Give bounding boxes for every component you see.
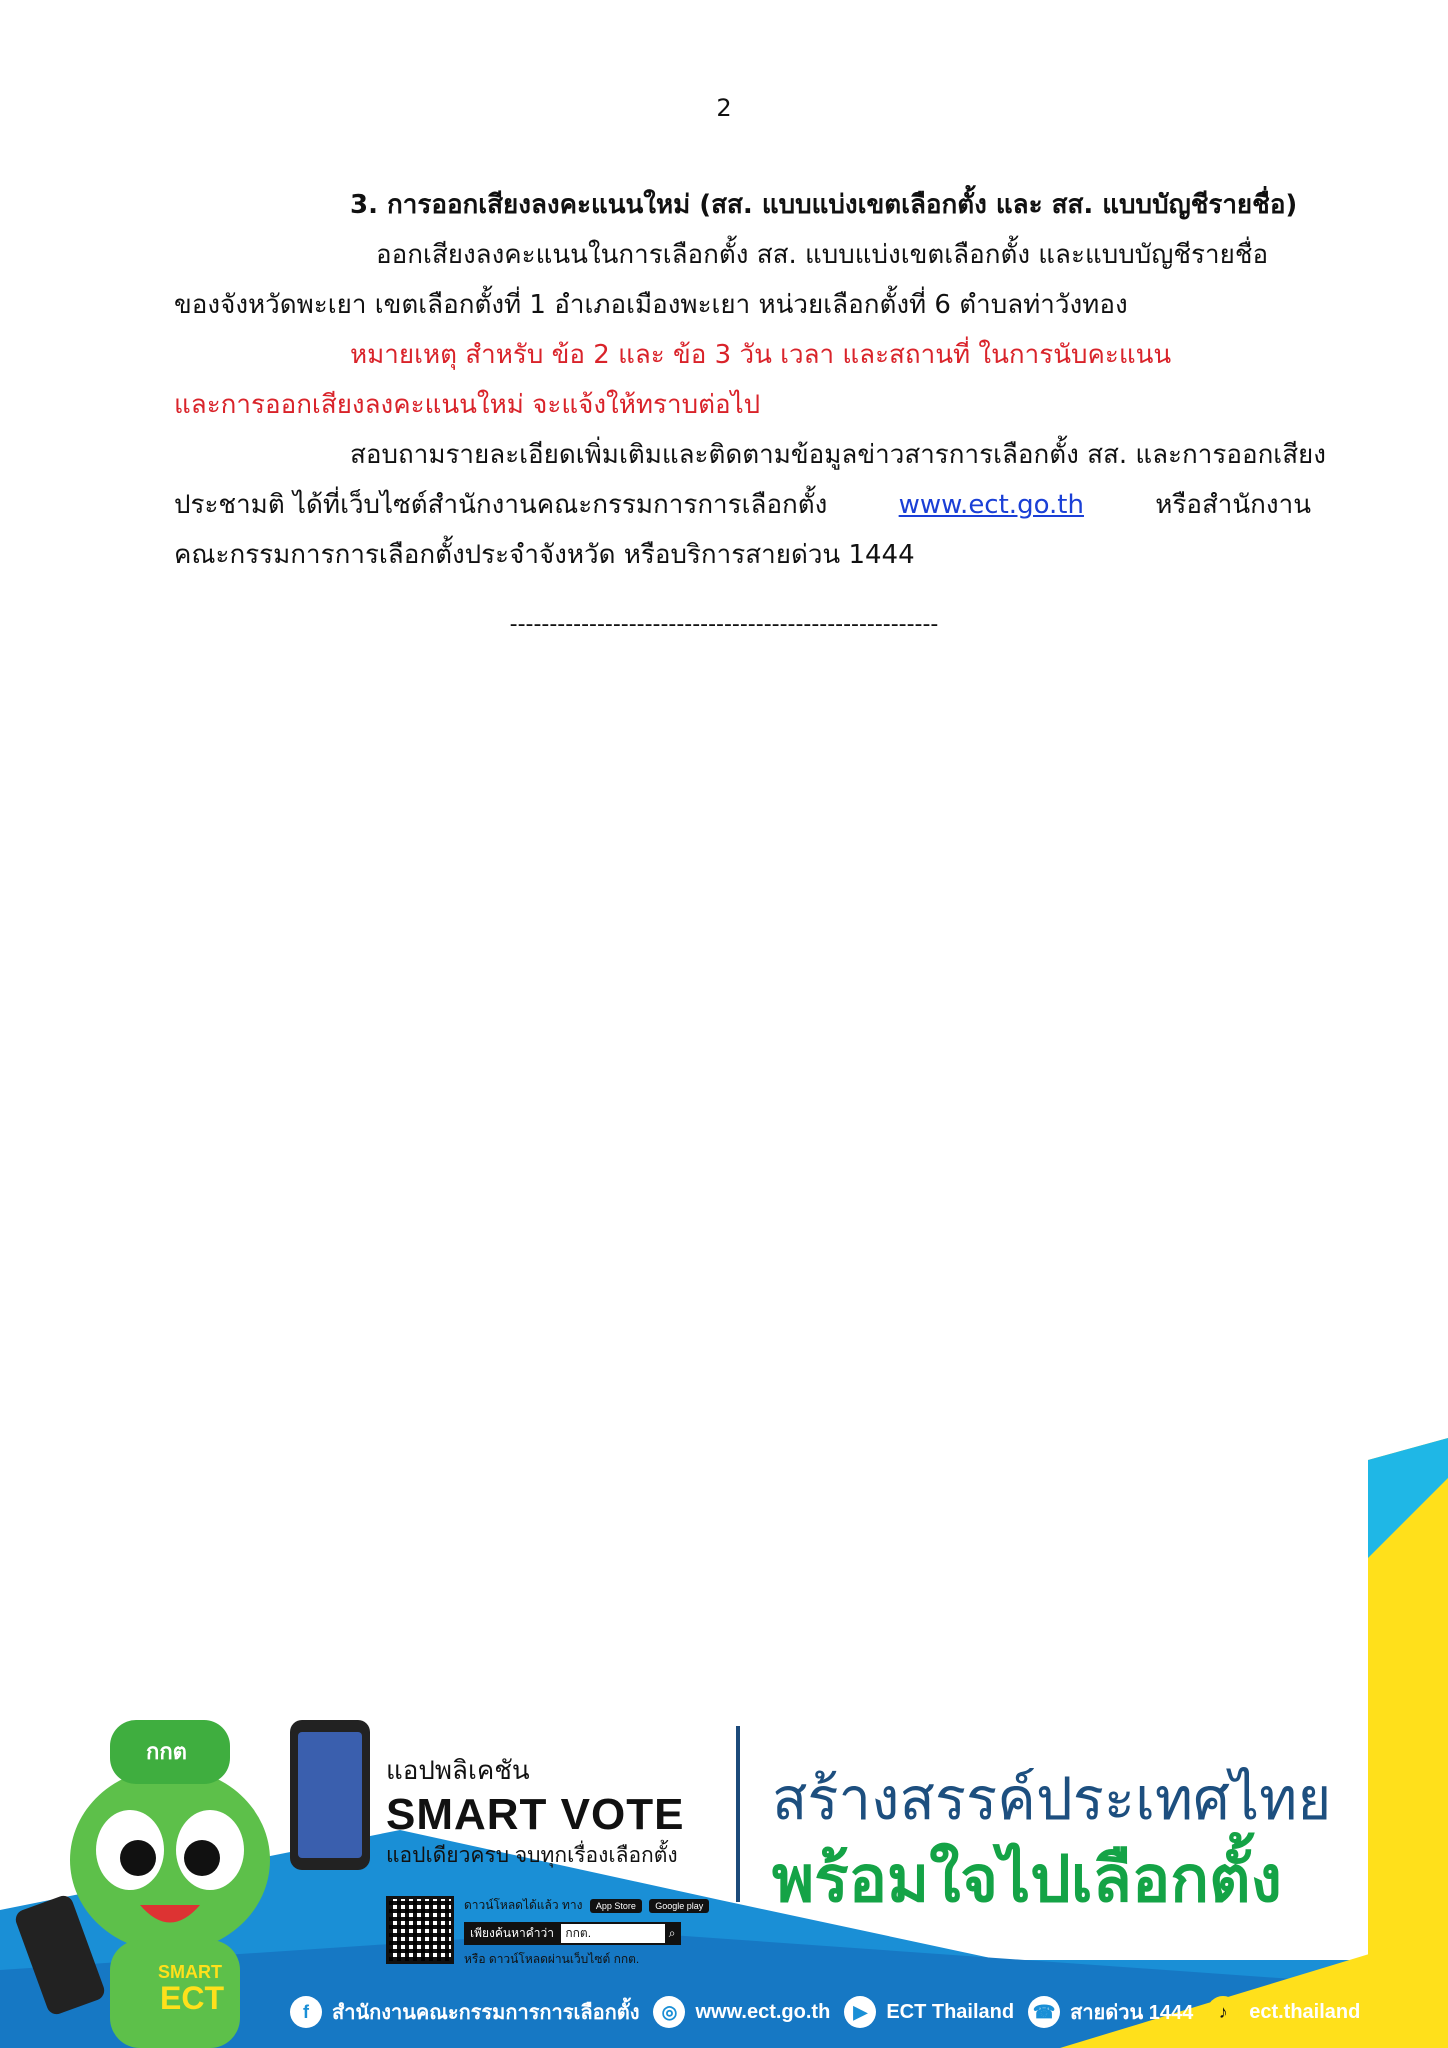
social-tiktok-label: ect.thailand bbox=[1249, 2000, 1361, 2023]
tiktok-icon: ♪ bbox=[1207, 1996, 1239, 2028]
contact-line-1: สอบถามรายละเอียดเพิ่มเติมและติดตามข้อมูลข่าวสารการเลือกตั้ง สส. และการออกเสียง bbox=[350, 440, 1326, 470]
note-line-2: และการออกเสียงลงคะแนนใหม่ จะแจ้งให้ทราบต่อไป bbox=[174, 390, 761, 420]
slogan-line-2: พร้อมใจไปเลือกตั้ง bbox=[772, 1843, 1282, 1915]
download-text: ดาวน์โหลดได้แล้ว ทาง bbox=[464, 1898, 583, 1912]
social-website[interactable] bbox=[653, 1996, 830, 2028]
slogan-line-1: สร้างสรรค์ประเทศไทย bbox=[772, 1767, 1332, 1832]
search-box[interactable] bbox=[464, 1922, 681, 1945]
banner-divider bbox=[736, 1726, 740, 1902]
mascot-badge: กกต bbox=[146, 1739, 187, 1764]
google-play-badge[interactable]: Google play bbox=[649, 1899, 709, 1913]
social-facebook-label: สำนักงานคณะกรรมการการเลือกตั้ง bbox=[332, 2002, 640, 2024]
or-download-text: หรือ ดาวน์โหลดผ่านเว็บไซต์ กกต. bbox=[464, 1952, 640, 1966]
contact-line-2-end: หรือสำนักงาน bbox=[1155, 490, 1311, 520]
qr-code[interactable] bbox=[386, 1896, 454, 1964]
search-label: เพียงค้นหาคำว่า bbox=[470, 1926, 555, 1940]
social-hotline-label: สายด่วน 1444 bbox=[1070, 2002, 1194, 2024]
note-line-1: หมายเหตุ สำหรับ ข้อ 2 และ ข้อ 3 วัน เวลา และสถานที่ ในการนับคะแนน bbox=[350, 340, 1172, 370]
social-hotline[interactable] bbox=[1028, 1996, 1193, 2028]
smart-vote-app-block bbox=[386, 1750, 716, 1966]
social-tiktok[interactable] bbox=[1207, 1996, 1360, 2028]
ect-website-link[interactable]: www.ect.go.th bbox=[898, 490, 1084, 520]
document-body bbox=[174, 180, 1326, 580]
page-number: 2 bbox=[716, 94, 732, 122]
app-title: แอปพลิเคชัน bbox=[386, 1755, 530, 1785]
globe-icon: ◎ bbox=[653, 1996, 685, 2028]
paragraph-1-line-1: ออกเสียงลงคะแนนในการเลือกตั้ง สส. แบบแบ่งเขตเลือกตั้ง และแบบบัญชีรายชื่อ bbox=[376, 240, 1269, 270]
app-store-badge[interactable]: App Store bbox=[590, 1899, 642, 1913]
social-bar bbox=[290, 1990, 1360, 2034]
section-heading: 3. การออกเสียงลงคะแนนใหม่ (สส. แบบแบ่งเขตเลือกตั้ง และ สส. แบบบัญชีรายชื่อ) bbox=[350, 190, 1298, 220]
search-term: กกต. bbox=[561, 1924, 665, 1943]
download-panel bbox=[386, 1896, 706, 1978]
social-youtube-label: ECT Thailand bbox=[886, 2000, 1015, 2023]
social-youtube[interactable] bbox=[844, 1996, 1014, 2028]
social-facebook[interactable] bbox=[290, 1996, 639, 2028]
contact-line-2 bbox=[174, 480, 1311, 530]
phone-icon: ☎ bbox=[1028, 1996, 1060, 2028]
mascot-label-smart: SMART bbox=[158, 1962, 222, 1982]
search-icon: ⌕ bbox=[668, 1926, 676, 1940]
social-website-label: www.ect.go.th bbox=[695, 2000, 831, 2023]
app-name: SMART VOTE bbox=[386, 1790, 685, 1839]
play-icon: ▶ bbox=[844, 1996, 876, 2028]
mascot-label-ect: ECT bbox=[160, 1980, 224, 2016]
paragraph-1-line-2: ของจังหวัดพะเยา เขตเลือกตั้งที่ 1 อำเภอเมืองพะเยา หน่วยเลือกตั้งที่ 6 ตำบลท่าวังทอง bbox=[174, 290, 1128, 320]
facebook-icon: f bbox=[290, 1996, 322, 2028]
footer-banner bbox=[0, 1430, 1448, 2048]
contact-line-2-text: ประชามติ ได้ที่เว็บไซต์สำนักงานคณะกรรมการการเลือกตั้ง bbox=[174, 490, 828, 520]
contact-line-3: คณะกรรมการการเลือกตั้งประจำจังหวัด หรือบริการสายด่วน 1444 bbox=[174, 540, 915, 570]
separator-line: ------------------------------------------------------ bbox=[509, 612, 939, 637]
app-tagline: แอปเดียวครบ จบทุกเรื่องเลือกตั้ง bbox=[386, 1844, 678, 1867]
